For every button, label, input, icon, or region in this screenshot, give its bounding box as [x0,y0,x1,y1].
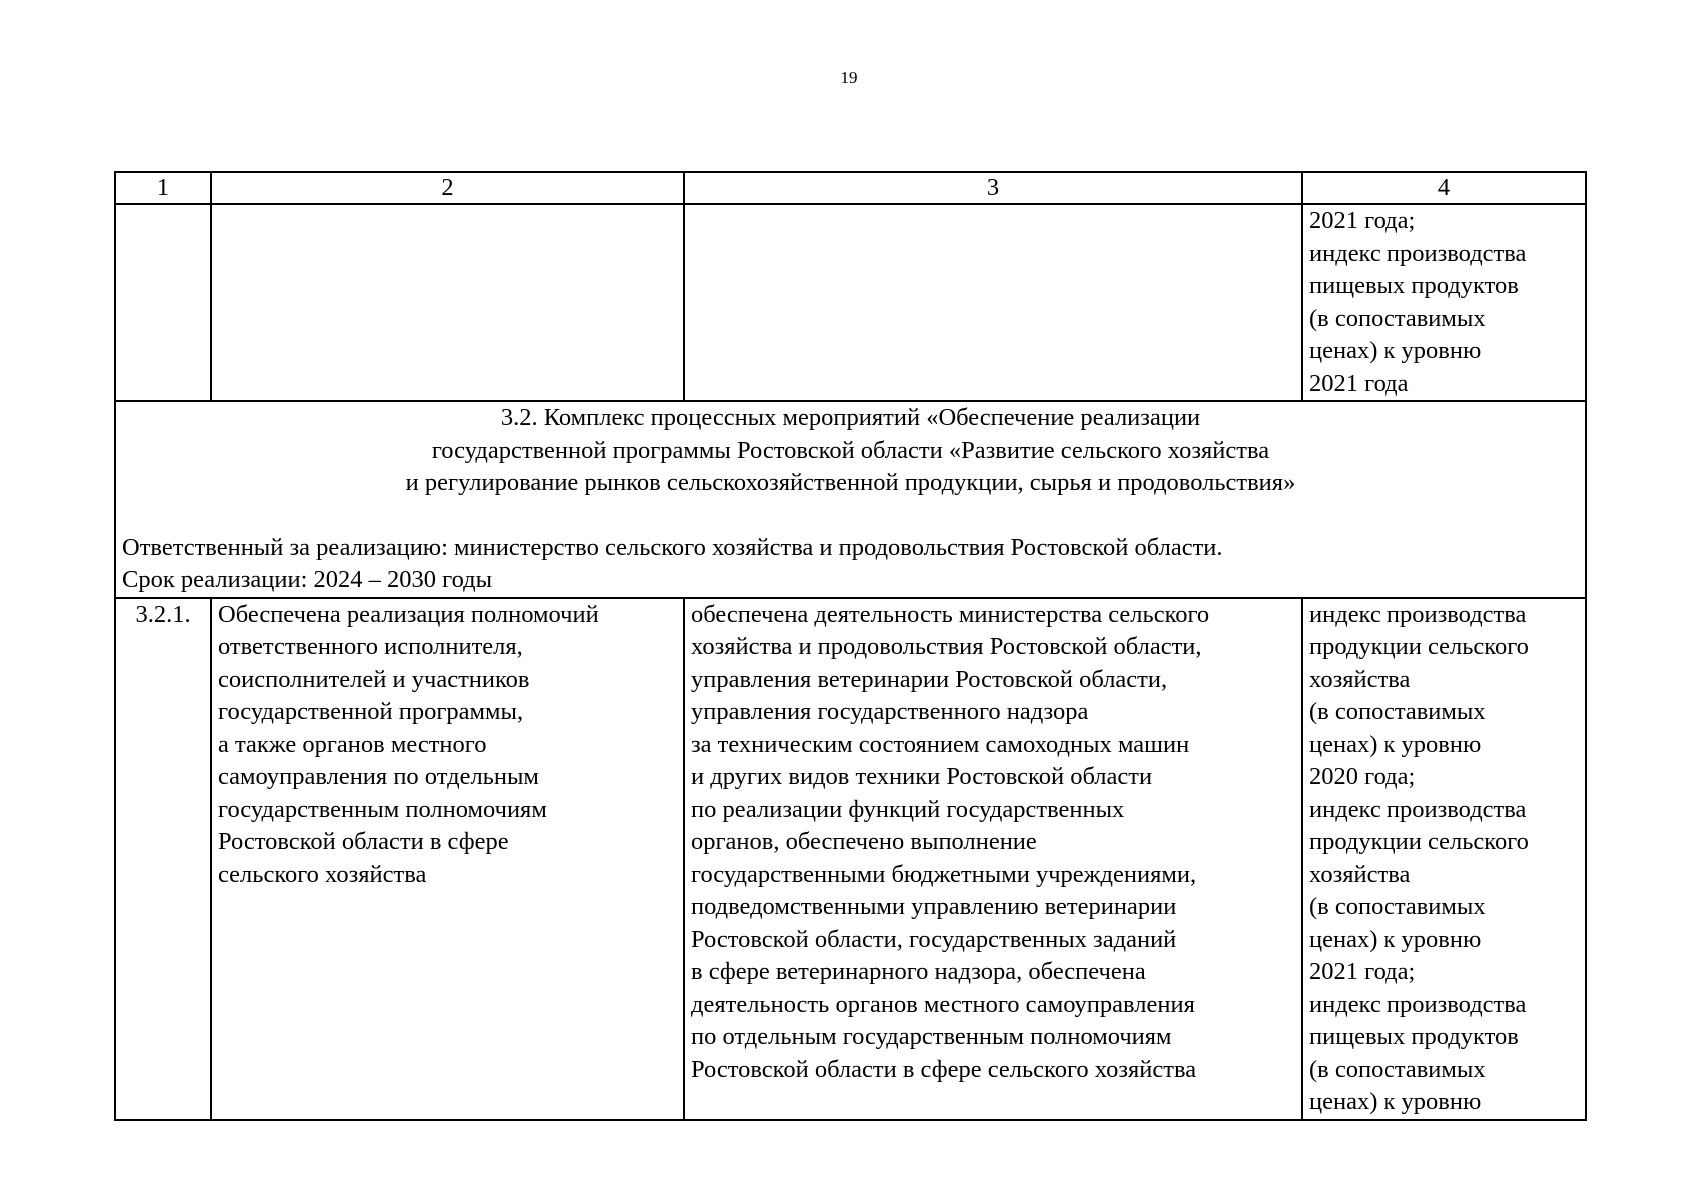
column-number-2: 2 [211,172,684,204]
cell-line: ответственного исполнителя, [218,633,523,660]
measures-table [114,171,1587,1121]
cell-line: пищевых продуктов [1309,1023,1519,1050]
cell-line: индекс производства [1309,795,1527,823]
cell-line: государственным полномочиям [218,795,547,823]
cell-line: обеспечена деятельность министерства сельского [691,600,1210,628]
indicator-cell [1302,598,1586,1120]
section-meta [122,532,1579,597]
column-number-3: 3 [684,172,1302,204]
page-number: 19 [840,68,858,87]
cell-line: ценах) к уровню [1309,337,1482,364]
cell-line: соисполнителей и участников [218,665,530,693]
cell-line: (в сопоставимых [1309,304,1486,332]
cell-line: сельского хозяйства [218,860,427,888]
cell-line: ценах) к уровню [1309,925,1482,953]
cell-line: пищевых продуктов [1309,272,1519,299]
section-row [115,401,1586,598]
continuation-row [115,204,1586,401]
cell-line: по реализации функций государственных [691,795,1125,823]
section-title [122,402,1579,500]
cell-line: государственной программы, [218,698,524,725]
cell-line: самоуправления по отдельным [218,763,539,790]
section-title-line: государственной программы Ростовской области «Развитие сельского хозяйства [431,436,1270,464]
cell-line: Обеспечена реализация полномочий [218,600,599,628]
continuation-cell-1 [115,204,211,401]
cell-line: и других видов техники Ростовской области [691,763,1153,790]
cell-line: продукции сельского [1309,633,1529,660]
cell-line: ценах) к уровню [1309,1088,1482,1115]
continuation-cell-2 [211,204,684,401]
cell-line: ценах) к уровню [1309,730,1482,758]
cell-line: индекс производства [1309,239,1527,267]
cell-line: хозяйства [1309,860,1411,888]
cell-line: продукции сельского [1309,828,1529,855]
section-period: Срок реализации: 2024 – 2030 годы [122,566,493,593]
cell-line: 2020 года; [1309,763,1416,790]
cell-line: хозяйства и продовольствия Ростовской области, [691,633,1202,660]
task-description-cell [684,598,1302,1120]
section-responsible: Ответственный за реализацию: министерство сельского хозяйства и продовольствия Ростовской области. [122,533,1223,561]
cell-line: Ростовской области в сфере [218,828,509,855]
cell-line: индекс производства [1309,990,1527,1018]
task-name-cell [211,598,684,1120]
cell-line: 2021 года; [1309,207,1416,234]
cell-line: Ростовской области в сфере сельского хозяйства [691,1055,1197,1083]
continuation-cell-4 [1302,204,1586,401]
column-number-1: 1 [115,172,211,204]
cell-line: Ростовской области, государственных заданий [691,925,1177,953]
cell-line: (в сопоставимых [1309,1055,1486,1083]
section-cell [115,401,1586,598]
table-row [115,598,1586,1120]
cell-line: управления ветеринарии Ростовской области, [691,665,1168,693]
cell-line: (в сопоставимых [1309,698,1486,725]
cell-line: 2021 года [1309,369,1409,397]
cell-line: в сфере ветеринарного надзора, обеспечена [691,958,1146,985]
cell-line: (в сопоставимых [1309,893,1486,920]
table-header-row [115,172,1586,204]
row-number: 3.2.1. [115,598,211,1120]
cell-line: подведомственными управлению ветеринарии [691,893,1177,920]
cell-line: хозяйства [1309,665,1411,693]
cell-line: а также органов местного [218,730,487,758]
section-title-line: 3.2. Комплекс процессных мероприятий «Обеспечение реализации [500,404,1201,431]
cell-line: управления государственного надзора [691,698,1089,725]
cell-line: государственными бюджетными учреждениями, [691,860,1197,888]
column-number-4: 4 [1302,172,1586,204]
cell-line: за техническим состоянием самоходных машин [691,730,1190,758]
cell-line: индекс производства [1309,600,1527,628]
cell-line: деятельность органов местного самоуправления [691,990,1195,1018]
cell-line: по отдельным государственным полномочиям [691,1023,1172,1050]
cell-line: 2021 года; [1309,958,1416,985]
section-title-line: и регулирование рынков сельскохозяйственной продукции, сырья и продовольствия» [405,469,1296,496]
cell-line: органов, обеспечено выполнение [691,828,1037,855]
continuation-cell-3 [684,204,1302,401]
